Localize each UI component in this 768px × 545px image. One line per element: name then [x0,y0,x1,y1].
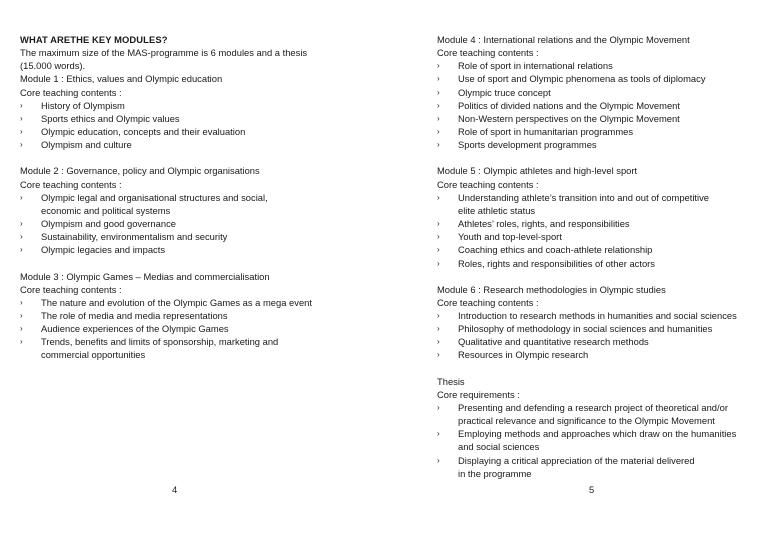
list-item [437,138,757,151]
list-item [20,191,360,217]
list-item-text: Olympism and culture [41,139,132,151]
list-item [437,99,757,112]
bullet-chevron-icon: › [20,337,23,347]
bullet-chevron-icon: › [437,219,440,229]
left-modules [20,72,360,361]
bullet-chevron-icon: › [20,192,23,202]
bullet-chevron-icon: › [437,232,440,242]
list-item [437,257,757,270]
bullet-chevron-icon: › [437,324,440,334]
module-item-list [437,191,757,270]
module-section [20,164,360,256]
right-modules [437,33,757,480]
module-title: Module 5 : Olympic athletes and high-level sport [437,165,638,177]
list-item [20,230,360,243]
module-subtitle: Core teaching contents : [437,296,539,308]
bullet-chevron-icon: › [20,219,23,229]
list-item-text: Role of sport in international relations [458,60,613,72]
list-item [437,191,757,217]
list-item [20,335,360,361]
bullet-chevron-icon: › [437,350,440,360]
list-item-text: Role of sport in humanitarian programmes [458,126,634,138]
bullet-chevron-icon: › [437,402,440,412]
module-item-list [20,296,360,362]
intro-section [20,33,360,72]
bullet-chevron-icon: › [437,310,440,320]
list-item-text: Olympism and good governance [41,218,176,230]
list-item-text: elite athletic status [458,204,536,216]
bullet-chevron-icon: › [20,113,23,123]
list-item-text: Sports ethics and Olympic values [41,112,180,124]
list-item-text: The role of media and media representations [41,309,228,321]
right-page [437,33,757,480]
list-item-text: in the programme [458,467,532,479]
list-item-text: The nature and evolution of the Olympic Games as a mega event [41,296,312,308]
list-item [437,309,757,322]
list-item-text: Athletes’ roles, rights, and responsibilities [458,218,630,230]
bullet-chevron-icon: › [20,297,23,307]
bullet-chevron-icon: › [437,429,440,439]
list-item-text: Sustainability, environmentalism and security [41,231,228,243]
module-section [437,164,757,269]
list-item-text: Politics of divided nations and the Olympic Movement [458,99,680,111]
list-item [20,309,360,322]
list-item-text: Philosophy of methodology in social sciences and humanities [458,323,713,335]
list-item-text: Olympic education, concepts and their evaluation [41,126,246,138]
list-item-text: Understanding athlete’s transition into and out of competitive [458,191,710,203]
list-item-text: Olympic truce concept [458,86,551,98]
page-heading: WHAT ARETHE KEY MODULES? [20,34,168,45]
bullet-chevron-icon: › [20,324,23,334]
list-item-text: practical relevance and significance to the Olympic Movement [458,415,715,427]
bullet-chevron-icon: › [437,87,440,97]
list-item-text: Resources in Olympic research [458,349,589,361]
list-item-text: Olympic legal and organisational structures and social, [41,191,268,203]
list-item-text: Displaying a critical appreciation of the material delivered [458,454,695,466]
list-item-text: Employing methods and approaches which draw on the humanities [458,428,737,440]
intro-line: The maximum size of the MAS-programme is 6 modules and a thesis [20,47,308,59]
module-item-list [437,309,757,362]
module-title: Thesis [437,375,465,387]
bullet-chevron-icon: › [20,127,23,137]
list-item [437,427,757,453]
intro-line: (15.000 words). [20,60,86,72]
list-item [437,59,757,72]
list-item [437,112,757,125]
list-item [20,99,360,112]
list-item [20,125,360,138]
list-item-text: economic and political systems [41,204,171,216]
module-section [437,375,757,480]
list-item [437,454,757,480]
bullet-chevron-icon: › [20,245,23,255]
module-title: Module 6 : Research methodologies in Olympic studies [437,283,666,295]
list-item-text: Presenting and defending a research project of theoretical and/or [458,401,728,413]
list-item [20,243,360,256]
list-item-text: Trends, benefits and limits of sponsorship, marketing and [41,336,279,348]
list-item-text: Olympic legacies and impacts [41,244,166,256]
bullet-chevron-icon: › [437,140,440,150]
list-item [437,217,757,230]
list-item [437,401,757,427]
list-item-text: Non-Western perspectives on the Olympic Movement [458,112,680,124]
list-item-text: Coaching ethics and coach-athlete relationship [458,244,653,256]
list-item-text: commercial opportunities [41,349,146,361]
list-item [437,335,757,348]
list-item-text: History of Olympism [41,99,125,111]
module-title: Module 1 : Ethics, values and Olympic education [20,73,223,85]
bullet-chevron-icon: › [437,192,440,202]
list-item-text: and social sciences [458,441,540,453]
module-title: Module 2 : Governance, policy and Olympic organisations [20,165,260,177]
page-number-right: 5 [589,484,595,495]
module-subtitle: Core teaching contents : [20,86,122,98]
list-item [20,296,360,309]
bullet-chevron-icon: › [437,455,440,465]
bullet-chevron-icon: › [20,310,23,320]
list-item-text: Roles, rights and responsibilities of other actors [458,257,655,269]
module-item-list [20,99,360,152]
bullet-chevron-icon: › [437,337,440,347]
module-section [20,270,360,362]
list-item-text: Audience experiences of the Olympic Games [41,323,229,335]
bullet-chevron-icon: › [437,245,440,255]
list-item [437,230,757,243]
list-item [20,217,360,230]
module-subtitle: Core teaching contents : [20,178,122,190]
bullet-chevron-icon: › [437,74,440,84]
bullet-chevron-icon: › [20,100,23,110]
bullet-chevron-icon: › [20,232,23,242]
page-number-left: 4 [172,484,178,495]
list-item-text: Sports development programmes [458,139,597,151]
module-item-list [437,401,757,480]
module-section [437,33,757,151]
bullet-chevron-icon: › [437,113,440,123]
module-section [437,283,757,362]
list-item [437,125,757,138]
list-item [437,86,757,99]
module-subtitle: Core teaching contents : [20,283,122,295]
bullet-chevron-icon: › [20,140,23,150]
module-subtitle: Core requirements : [437,388,520,400]
module-item-list [20,191,360,257]
module-item-list [437,59,757,151]
left-page [20,33,360,362]
list-item [437,348,757,361]
list-item [20,322,360,335]
list-item-text: Use of sport and Olympic phenomena as tools of diplomacy [458,73,706,85]
module-subtitle: Core teaching contents : [437,47,539,59]
list-item [20,112,360,125]
list-item [437,72,757,85]
list-item [437,322,757,335]
list-item-text: Introduction to research methods in humanities and social sciences [458,309,737,321]
list-item-text: Qualitative and quantitative research methods [458,336,649,348]
bullet-chevron-icon: › [437,258,440,268]
bullet-chevron-icon: › [437,61,440,71]
module-title: Module 3 : Olympic Games – Medias and commercialisation [20,270,270,282]
bullet-chevron-icon: › [437,127,440,137]
bullet-chevron-icon: › [437,100,440,110]
list-item [437,243,757,256]
module-title: Module 4 : International relations and the Olympic Movement [437,34,690,45]
module-subtitle: Core teaching contents : [437,178,539,190]
list-item [20,138,360,151]
module-section [20,72,360,151]
list-item-text: Youth and top-level-sport [458,231,562,243]
